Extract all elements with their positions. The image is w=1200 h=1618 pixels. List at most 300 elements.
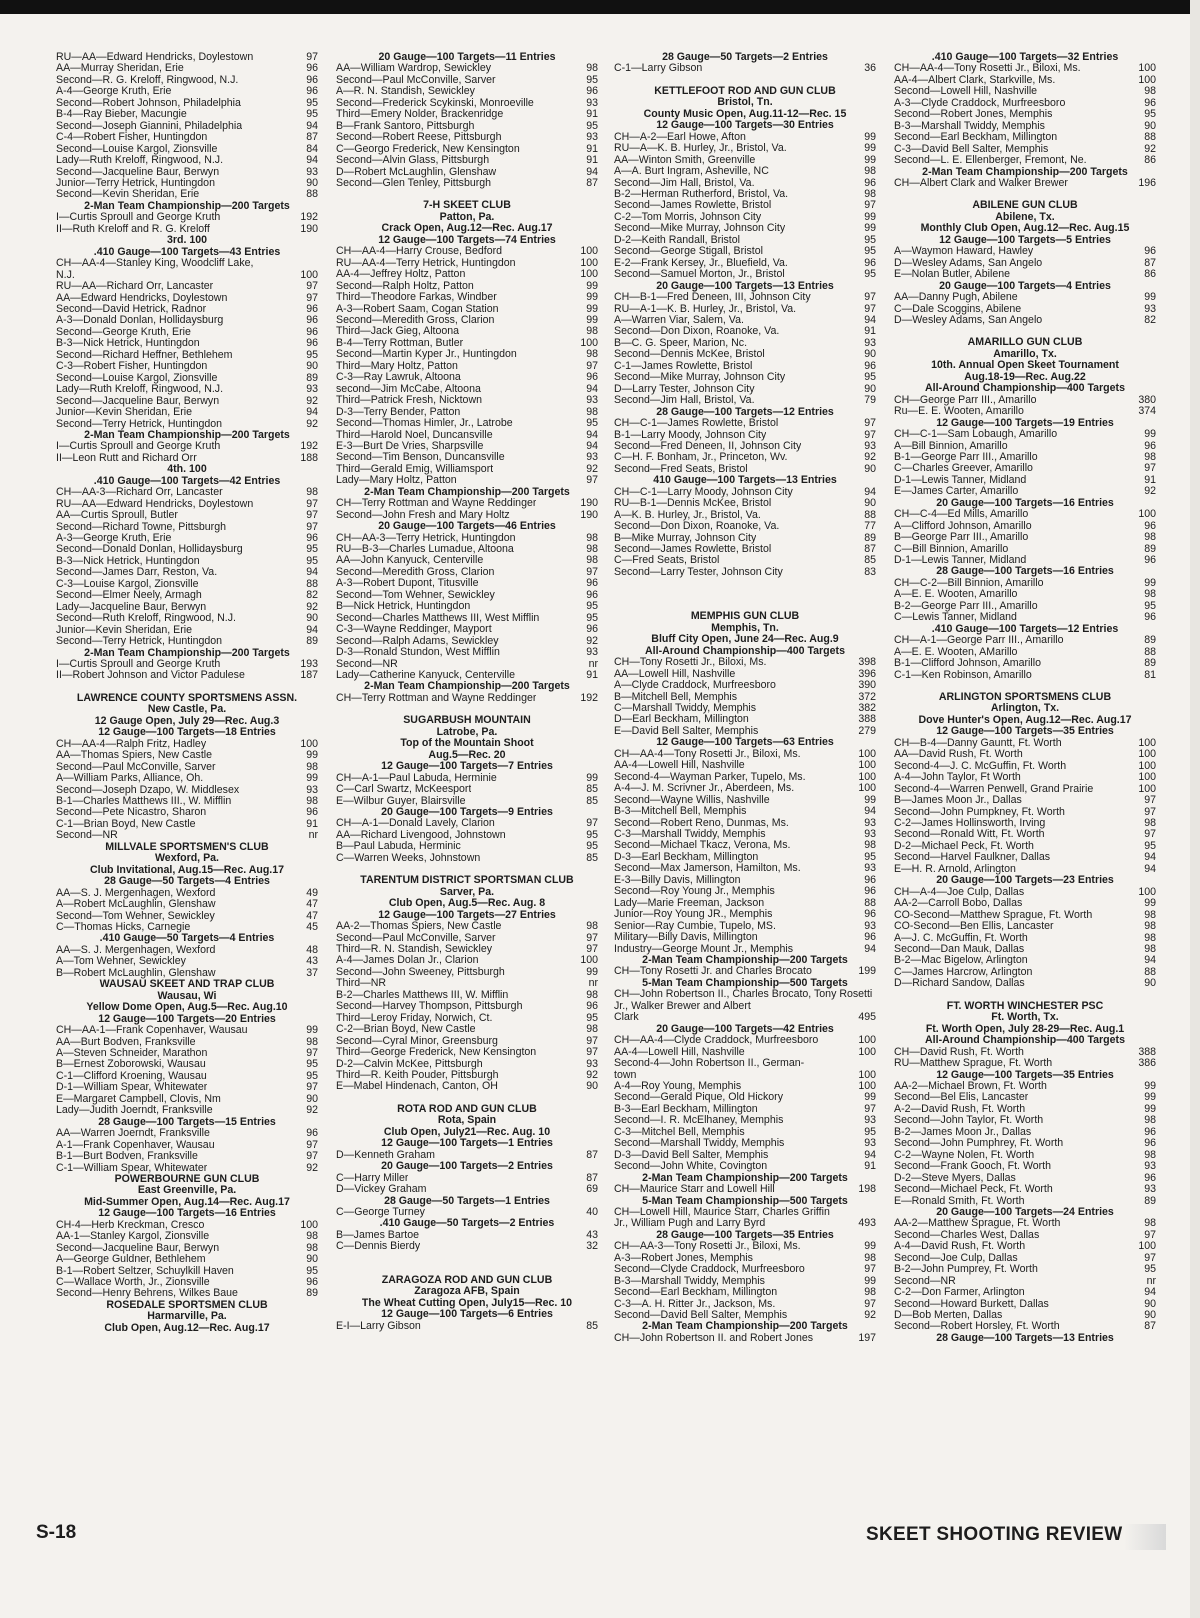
shooter-entry: A—A. Burt Ingram, Asheville, NC: [614, 166, 769, 178]
score-value: 91: [586, 669, 598, 682]
score-value: 92: [586, 634, 598, 647]
score-value: 95: [864, 245, 876, 258]
score-value: 32: [586, 1240, 598, 1253]
result-row: [894, 521, 1156, 532]
score-value: 91: [586, 142, 598, 155]
score-value: 98: [1144, 1148, 1156, 1161]
section-heading: Yellow Dome Open, Aug.5—Rec. Aug.10: [86, 1002, 288, 1014]
score-value: 93: [306, 783, 318, 796]
section-heading: 7-H SKEET CLUB: [423, 200, 511, 212]
result-row: [894, 86, 1156, 97]
result-row: [336, 498, 598, 509]
score-value: 95: [864, 1125, 876, 1138]
score-value: 88: [1144, 131, 1156, 144]
shooter-entry: Second—Charles Matthews III, West Mifflin: [336, 612, 540, 624]
shooter-entry: Second—Dan Mauk, Dallas: [894, 943, 1025, 955]
score-value: 100: [580, 256, 598, 269]
section-spacer: [894, 326, 1156, 337]
shooter-entry: D-3—Ronald Stundon, West Mifflin: [336, 647, 500, 659]
section-heading: Amarillo, Tx.: [993, 348, 1057, 360]
result-row: [894, 1230, 1156, 1241]
shooter-entry: Second—Alvin Glass, Pittsburgh: [336, 155, 490, 167]
score-value: 99: [1144, 1102, 1156, 1115]
score-value: 96: [586, 371, 598, 384]
result-row: [614, 1161, 876, 1172]
section-heading: Ft. Worth Open, July 28-29—Rec. Aug.1: [925, 1023, 1125, 1035]
shooter-entry: C-1—Brian Boyd, New Castle: [56, 818, 196, 830]
score-value: 93: [864, 919, 876, 932]
score-value: 98: [1144, 588, 1156, 601]
shooter-entry: C-3—Wayne Reddinger, Mayport: [336, 624, 492, 636]
section-heading: 12 Gauge—100 Targets—63 Entries: [656, 737, 834, 749]
shooter-entry: Second—Pete Nicastro, Sharon: [56, 807, 207, 819]
section-heading: LAWRENCE COUNTY SPORTSMENS ASSN.: [76, 692, 298, 704]
score-value: 398: [858, 656, 876, 669]
result-row: [336, 144, 598, 155]
shooter-entry: CH—AA-4—Stanley King, Woodcliff Lake,: [56, 258, 254, 270]
score-value: 98: [1144, 85, 1156, 98]
shooter-entry: Second—Henry Behrens, Wilkes Baue: [56, 1288, 238, 1300]
shooter-entry: E-3—Billy Davis, Millington: [614, 874, 741, 886]
result-row: [614, 533, 876, 544]
score-value: 88: [1144, 965, 1156, 978]
result-row: [336, 121, 598, 132]
shooter-entry: CO-Second—Matthew Sprague, Ft. Worth: [894, 909, 1093, 921]
result-row: [336, 1150, 598, 1161]
score-value: 85: [864, 554, 876, 567]
section-heading: 20 Gauge—100 Targets—46 Entries: [378, 521, 556, 533]
score-value: 100: [858, 1034, 876, 1047]
shooter-entry: C—Dennis Bierdy: [336, 1241, 421, 1253]
shooter-entry: Lady—Judith Joerndt, Franksville: [56, 1105, 213, 1117]
shooter-entry: C-1—Clifford Kroening, Wausau: [56, 1070, 207, 1082]
score-value: 98: [864, 187, 876, 200]
result-row: [336, 75, 598, 86]
score-value: 99: [864, 142, 876, 155]
section-heading: Aug.5—Rec. 20: [428, 749, 506, 761]
result-row: [56, 419, 318, 430]
result-row: [56, 86, 318, 97]
result-row: [894, 315, 1156, 326]
shooter-entry: Second—Joseph Giannini, Philadelphia: [56, 120, 243, 132]
score-value: 89: [1144, 542, 1156, 555]
shooter-entry: Second-4—Wayman Parker, Tupelo, Ms.: [614, 771, 806, 783]
result-row: [614, 338, 876, 349]
section-heading: 2-Man Team Championship—200 Targets: [922, 166, 1128, 178]
result-row: [894, 795, 1156, 806]
result-row: [894, 967, 1156, 978]
shooter-entry: CH—A-1—George Parr III., Amarillo: [894, 635, 1064, 647]
section-heading: MILLVALE SPORTSMEN'S CLUB: [105, 841, 269, 853]
result-row: [894, 1127, 1156, 1138]
shooter-entry: Lady—Ruth Kreloff, Ringwood, N.J.: [56, 384, 224, 396]
shooter-entry: Junior—Kevin Sheridan, Erie: [56, 407, 193, 419]
result-row: [336, 1013, 598, 1024]
score-value: 98: [306, 760, 318, 773]
score-value: 99: [306, 772, 318, 785]
section-heading: The Wheat Cutting Open, July15—Rec. 10: [361, 1297, 573, 1309]
shooter-entry: second—Jim McCabe, Altoona: [336, 383, 481, 395]
score-value: 94: [306, 154, 318, 167]
score-value: 93: [586, 131, 598, 144]
shooter-entry: Third—Harold Noel, Duncansville: [336, 429, 493, 441]
result-row: [336, 796, 598, 807]
score-value: 388: [858, 713, 876, 726]
result-row: [56, 304, 318, 315]
score-value: 100: [300, 737, 318, 750]
result-row: [56, 98, 318, 109]
score-value: 99: [306, 1024, 318, 1037]
shooter-entry: Third—NR: [336, 978, 387, 990]
shooter-entry: Second—NR: [894, 1275, 956, 1287]
score-value: 82: [306, 589, 318, 602]
score-value: 95: [306, 1069, 318, 1082]
result-row: [336, 372, 598, 383]
section-heading: Rota, Spain: [437, 1115, 497, 1127]
result-row: [614, 783, 876, 794]
shooter-entry: CH—John Robertson II. and Robert Jones: [614, 1332, 814, 1344]
shooter-entry: E—Nolan Butler, Abilene: [894, 269, 1011, 281]
shooter-entry: Second—Harvey Thompson, Pittsburgh: [336, 1001, 523, 1013]
shooter-entry: B-1—George Parr III., Amarillo: [894, 451, 1038, 463]
shooter-entry: Third—Gerald Emig, Williamsport: [336, 463, 494, 475]
shooter-entry: Second—Don Dixon, Roanoke, Va.: [614, 326, 780, 338]
score-value: 79: [864, 394, 876, 407]
score-value: 90: [864, 462, 876, 475]
result-row: [894, 75, 1156, 86]
result-row: [614, 1092, 876, 1103]
score-value: 100: [1138, 62, 1156, 75]
result-row: [56, 1243, 318, 1254]
section-heading: AMARILLO GUN CLUB: [967, 337, 1083, 349]
shooter-entry: Second—R. G. Kreloff, Ringwood, N.J.: [56, 74, 239, 86]
section-heading: .410 Gauge—50 Targets—2 Entries: [379, 1218, 555, 1230]
shooter-entry: C—Charles Greever, Amarillo: [894, 463, 1033, 475]
result-row: [894, 898, 1156, 909]
score-value: 87: [306, 131, 318, 144]
result-row: [336, 109, 598, 120]
score-value: 380: [1138, 393, 1156, 406]
shooter-entry: Second—NR: [336, 658, 398, 670]
score-value: 96: [586, 588, 598, 601]
score-value: 88: [306, 188, 318, 201]
shooter-entry: CH—A-1—Donald Lavely, Clarion: [336, 818, 495, 830]
score-value: 87: [864, 543, 876, 556]
shooter-entry: Second—Ralph Adams, Sewickley: [336, 635, 499, 647]
result-row: [56, 590, 318, 601]
score-value: 97: [1144, 805, 1156, 818]
shooter-entry: Second—Terry Hetrick, Huntingdon: [56, 418, 223, 430]
result-row: [336, 452, 598, 463]
shooter-entry: Second—Robert Johnson, Philadelphia: [56, 97, 241, 109]
score-value: 96: [306, 337, 318, 350]
shooter-entry: RU—AA—Edward Hendricks, Doylestown: [56, 52, 254, 63]
section-heading: 12 Gauge—100 Targets—18 Entries: [98, 727, 276, 739]
shooter-entry: Second—Meredith Gross, Clarion: [336, 566, 495, 578]
shooter-entry: A—Robert McLaughlin, Glenshaw: [56, 899, 216, 911]
result-row: [614, 1287, 876, 1298]
result-row: [894, 555, 1156, 566]
result-row: [894, 910, 1156, 921]
shooter-entry: Second—Paul McConville, Sarver: [336, 932, 496, 944]
score-value: 90: [306, 612, 318, 625]
page-number: S-18: [36, 1522, 77, 1543]
result-row: [336, 647, 598, 658]
shooter-entry: C—Lewis Tanner, Midland: [894, 612, 1017, 624]
shooter-entry: A—Waymon Haward, Hawley: [894, 246, 1034, 258]
section-heading: Bluff City Open, June 24—Rec. Aug.9: [651, 634, 839, 646]
shooter-entry: B-1—Larry Moody, Johnson City: [614, 429, 767, 441]
shooter-entry: A—George Guldner, Bethlehem: [56, 1254, 206, 1266]
result-row: [614, 395, 876, 406]
result-row: [894, 841, 1156, 852]
result-row: [614, 384, 876, 395]
score-value: 190: [580, 497, 598, 510]
shooter-entry: A-4—John Taylor, Ft Worth: [894, 772, 1021, 784]
shooter-entry: Lady—Marie Freeman, Jackson: [614, 897, 765, 909]
score-value: 100: [580, 954, 598, 967]
shooter-entry: AA—S. J. Mergenhagen, Wexford: [56, 887, 216, 899]
score-value: 97: [864, 199, 876, 212]
score-value: 95: [306, 543, 318, 556]
result-row: [56, 361, 318, 372]
result-row: [336, 407, 598, 418]
shooter-entry: B-1—Charles Matthews III., W. Mifflin: [56, 796, 232, 807]
result-row: [894, 544, 1156, 555]
result-row: [614, 932, 876, 943]
shooter-entry: C-3—Robert Fisher, Huntingdon: [56, 361, 208, 373]
result-row: [894, 1264, 1156, 1275]
section-spacer: [336, 189, 598, 200]
shooter-entry: AA—Lowell Hill, Nashville: [614, 668, 736, 680]
result-row: [894, 132, 1156, 143]
result-row: [336, 292, 598, 303]
section-heading: ABILENE GUN CLUB: [972, 200, 1078, 212]
shooter-entry: B-2—George Parr III., Amarillo: [894, 600, 1038, 612]
shooter-entry: C-2—Brian Boyd, New Castle: [336, 1024, 476, 1036]
score-value: 94: [586, 165, 598, 178]
shooter-entry: A—K. B. Hurley, Jr., Bristol, Va.: [614, 509, 761, 521]
shooter-entry: I—Curtis Sproull and George Kruth: [56, 659, 221, 671]
shooter-entry: Third—Theodore Farkas, Windber: [336, 292, 497, 304]
section-heading: 28 Gauge—100 Targets—15 Entries: [98, 1116, 276, 1128]
score-value: 77: [864, 520, 876, 533]
result-row: [336, 315, 598, 326]
result-row: [336, 1059, 598, 1070]
result-row: [56, 659, 318, 670]
result-row: [614, 829, 876, 840]
section-heading: 12 Gauge—100 Targets—35 Entries: [936, 726, 1114, 738]
result-row: [894, 121, 1156, 132]
section-heading: .410 Gauge—100 Targets—12 Entries: [931, 623, 1119, 635]
shooter-entry: C—Bill Binnion, Amarillo: [894, 543, 1009, 555]
section-heading: 10th. Annual Open Skeet Tournament: [931, 360, 1119, 372]
shooter-entry: B—Mitchell Bell, Memphis: [614, 691, 738, 703]
result-row: [894, 63, 1156, 74]
section-heading: Club Invitational, Aug.15—Rec. Aug.17: [89, 864, 285, 876]
shooter-entry: II—Robert Johnson and Victor Padulese: [56, 670, 245, 682]
section-spacer: [894, 189, 1156, 200]
score-value: 98: [1144, 1114, 1156, 1127]
section-heading: .410 Gauge—100 Targets—43 Entries: [93, 246, 281, 258]
result-row: [56, 1071, 318, 1082]
score-value: 97: [306, 291, 318, 304]
shooter-entry: B-4—Ray Bieber, Macungie: [56, 109, 187, 121]
shooter-entry: D-1—Lewis Tanner, Midland: [894, 474, 1027, 486]
score-value: 93: [864, 1137, 876, 1150]
shooter-entry: Third—Patrick Fresh, Nicktown: [336, 395, 482, 407]
score-value: 97: [586, 1046, 598, 1059]
result-row: [894, 1104, 1156, 1115]
score-value: 98: [1144, 1217, 1156, 1230]
shooter-entry: B-1—Clifford Johnson, Amarillo: [894, 658, 1042, 670]
shooter-entry: A—E. E. Wooten, Amarillo: [894, 589, 1018, 601]
shooter-entry: Second—Robert Reese, Pittsburgh: [336, 132, 502, 144]
result-row: [894, 1287, 1156, 1298]
shooter-entry: B—James Bartoe: [336, 1229, 420, 1241]
results-column-1: [56, 52, 318, 1522]
shooter-entry: A—William Parks, Alliance, Oh.: [56, 773, 204, 785]
shooter-entry: Second—Harvel Faulkner, Dallas: [894, 852, 1051, 864]
score-value: 100: [300, 268, 318, 281]
score-value: 98: [1144, 908, 1156, 921]
score-value: 98: [586, 988, 598, 1001]
shooter-entry: Third—R. Keith Pouder, Pittsburgh: [336, 1069, 499, 1081]
result-row: [614, 441, 876, 452]
shooter-entry: D—Kenneth Graham: [336, 1149, 435, 1161]
result-row: [336, 1070, 598, 1081]
result-row: [614, 166, 876, 177]
section-spacer: [614, 578, 876, 600]
result-row: [614, 258, 876, 269]
shooter-entry: E—James Carter, Amarillo: [894, 486, 1019, 498]
score-value: 98: [1144, 531, 1156, 544]
score-value: 99: [1144, 1091, 1156, 1104]
shooter-entry: CH—Lowell Hill, Maurice Starr, Charles Griffin: [614, 1206, 830, 1218]
section-heading: 12 Gauge—100 Targets—35 Entries: [936, 1069, 1114, 1081]
shooter-entry: Lady—Mary Holtz, Patton: [336, 475, 457, 487]
result-row: [894, 1161, 1156, 1172]
score-value: 95: [586, 840, 598, 853]
result-row: [614, 818, 876, 829]
shooter-entry: Second—Joe Culp, Dallas: [894, 1252, 1018, 1264]
shooter-entry: B-2—Charles Matthews III, W. Mifflin: [336, 989, 509, 1001]
shooter-entry: Second—Marshall Twiddy, Memphis: [614, 1138, 785, 1150]
result-row: [336, 1241, 598, 1252]
result-row: [56, 441, 318, 452]
shooter-entry: A—E. E. Wooten, AMarillo: [894, 646, 1018, 658]
score-value: 96: [864, 359, 876, 372]
section-spacer: [894, 681, 1156, 692]
score-value: 99: [864, 1091, 876, 1104]
score-value: 388: [1138, 1045, 1156, 1058]
score-value: 99: [586, 279, 598, 292]
score-value: 98: [306, 1241, 318, 1254]
shooter-entry: RU—A-1—K. B. Hurley, Jr., Bristol, Va.: [614, 303, 797, 315]
shooter-entry: C—Dale Scoggins, Abilene: [894, 303, 1022, 315]
result-row: [894, 1241, 1156, 1252]
shooter-entry: Second—Jim Hall, Bristol, Va.: [614, 395, 755, 407]
section-heading: Memphis, Tn.: [711, 622, 779, 634]
shooter-entry: Second—Joseph Dzapo, W. Middlesex: [56, 784, 240, 796]
score-value: 96: [864, 256, 876, 269]
shooter-entry: Second—Paul McConville, Sarver: [56, 761, 216, 773]
shooter-entry: Second—Larry Tester, Johnson City: [614, 566, 783, 578]
result-row: [56, 293, 318, 304]
score-value: 192: [300, 211, 318, 224]
score-value: 99: [306, 749, 318, 762]
section-heading: 28 Gauge—50 Targets—1 Entries: [384, 1195, 550, 1207]
result-row: [56, 350, 318, 361]
shooter-entry: CH—AA-3—Tony Rosetti Jr., Biloxi, Ms.: [614, 1241, 801, 1253]
result-row: [56, 625, 318, 636]
result-row: [336, 818, 598, 829]
result-row: [336, 167, 598, 178]
shooter-entry: I—Curtis Sproull and George Kruth: [56, 441, 221, 453]
shooter-entry: C-4—Robert Fisher, Huntingdon: [56, 132, 208, 144]
section-heading: Crack Open, Aug.12—Rec. Aug.17: [381, 223, 553, 235]
result-row: [336, 533, 598, 544]
score-value: 94: [864, 313, 876, 326]
shooter-entry: Second—Clyde Craddock, Murfreesboro: [614, 1264, 805, 1276]
shooter-entry: Second—Dennis McKee, Bristol: [614, 349, 765, 361]
result-row: [614, 235, 876, 246]
result-row: [56, 1094, 318, 1105]
score-value: 98: [586, 325, 598, 338]
score-value: 90: [1144, 1297, 1156, 1310]
result-row: [56, 189, 318, 200]
section-heading: Arlington, Tx.: [990, 703, 1060, 715]
shooter-entry: Third—George Frederick, New Kensington: [336, 1047, 537, 1059]
score-value: 97: [864, 1102, 876, 1115]
result-row: [894, 178, 1156, 189]
result-row: [336, 361, 598, 372]
result-row: [614, 487, 876, 498]
score-value: 97: [306, 280, 318, 293]
score-value: 85: [586, 794, 598, 807]
score-value: 94: [864, 805, 876, 818]
shooter-entry: Second—John Taylor, Ft. Worth: [894, 1115, 1044, 1127]
result-row: [56, 338, 318, 349]
result-row: [894, 829, 1156, 840]
shooter-entry: RU—B-3—Charles Lumadue, Altoona: [336, 544, 514, 556]
result-row: [614, 1150, 876, 1161]
score-value: 36: [864, 62, 876, 75]
score-value: 96: [306, 62, 318, 75]
score-value: 93: [586, 96, 598, 109]
score-value: 97: [864, 1263, 876, 1276]
shooter-entry: C—Marshall Twiddy, Memphis: [614, 703, 757, 715]
section-heading: Zaragoza AFB, Spain: [414, 1286, 520, 1298]
shooter-entry: AA-4—Albert Clark, Starkville, Ms.: [894, 74, 1056, 86]
shooter-entry: RU—AA-4—Terry Hetrick, Huntingdon: [336, 257, 516, 269]
section-heading: KETTLEFOOT ROD AND GUN CLUB: [654, 85, 836, 97]
shooter-entry: A-3—George Kruth, Erie: [56, 533, 172, 545]
score-value: 47: [306, 909, 318, 922]
shooter-entry: E—Wilbur Guyer, Blairsville: [336, 795, 466, 807]
result-row: [56, 636, 318, 647]
shooter-entry: C—Georgo Frederick, New Kensington: [336, 143, 520, 155]
result-entry-text: CH—John Robertson II., Charles Brocato, Tony Rosetti Jr., Walker Brewer and Albert: [614, 988, 873, 1012]
section-heading: Harmarville, Pa.: [147, 1311, 227, 1323]
score-value: 372: [858, 690, 876, 703]
shooter-entry: A—Tom Wehner, Sewickley: [56, 956, 186, 968]
score-value: 99: [864, 210, 876, 223]
shooter-entry: Second—Gerald Pique, Old Hickory: [614, 1092, 783, 1104]
shooter-entry: B-3—Marshall Twiddy, Memphis: [614, 1275, 765, 1287]
section-heading: 20 Gauge—100 Targets—42 Entries: [656, 1023, 834, 1035]
shooter-entry: Second—John White, Covington: [614, 1161, 768, 1173]
